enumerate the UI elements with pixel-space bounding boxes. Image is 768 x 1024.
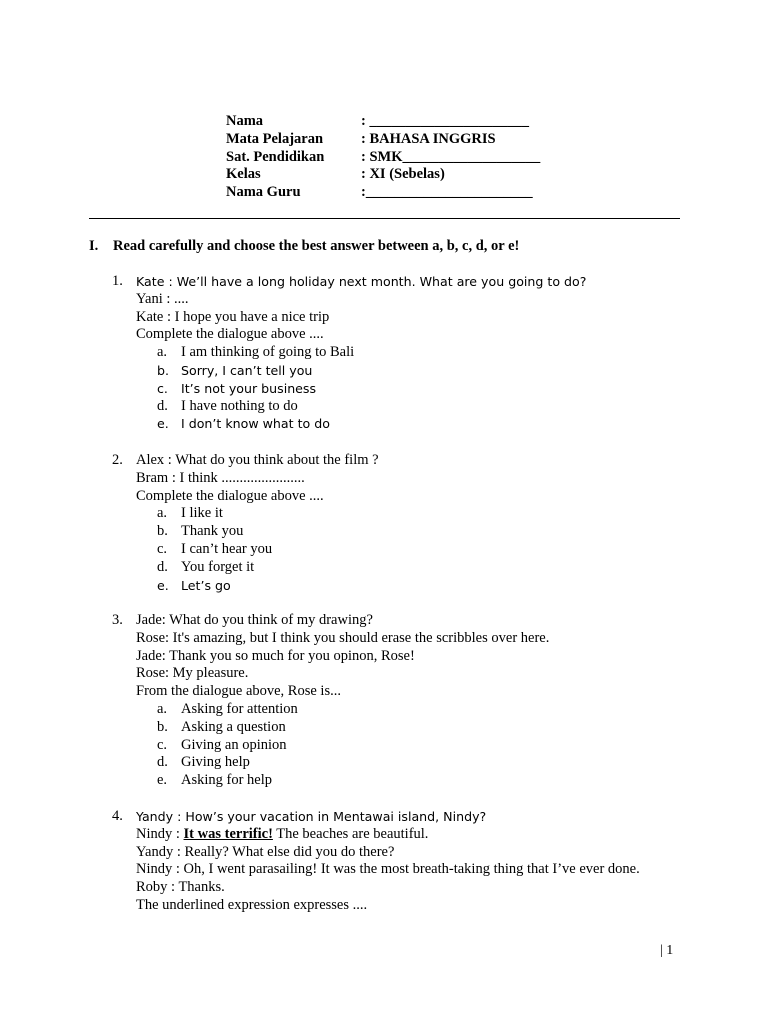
student-info-header <box>226 113 540 202</box>
option-text: It’s not your business <box>181 380 317 396</box>
info-label: Nama <box>226 113 264 129</box>
question-prompt: Complete the dialogue above .... <box>136 487 324 504</box>
answer-option[interactable] <box>157 737 549 755</box>
info-row-nama <box>226 113 540 131</box>
option-letter: a. <box>157 344 168 361</box>
answer-options <box>157 701 549 790</box>
info-label: Kelas <box>226 166 261 183</box>
option-letter: d. <box>157 558 168 575</box>
info-value: : BAHASA INGGRIS <box>361 130 496 147</box>
question-number: 2. <box>112 452 123 468</box>
option-text: Asking for attention <box>181 700 298 717</box>
dialogue-line: Rose: My pleasure. <box>136 665 249 682</box>
dialogue-line: Nindy : Oh, I went parasailing! It was the most breath-taking thing that I’ve ever done. <box>136 861 640 878</box>
info-label: Mata Pelajaran <box>226 130 324 147</box>
dialogue-line: Alex : What do you think about the film ? <box>136 452 379 468</box>
option-text: I am thinking of going to Bali <box>181 344 355 361</box>
answer-option[interactable] <box>157 344 586 362</box>
option-text: Thank you <box>181 523 244 540</box>
info-row-mata-pelajaran <box>226 131 540 149</box>
option-letter: b. <box>157 362 169 378</box>
option-letter: c. <box>157 736 168 753</box>
dialogue-line: Kate : We’ll have a long holiday next month. What are you going to do? <box>136 274 587 289</box>
answer-option[interactable] <box>157 541 379 559</box>
answer-option[interactable] <box>157 754 549 772</box>
question-number: 3. <box>112 612 123 628</box>
dialogue-line: Yandy : How’s your vacation in Mentawai island, Nindy? <box>136 809 487 824</box>
info-label: Nama Guru <box>226 184 301 201</box>
question-3 <box>112 612 549 790</box>
answer-option[interactable] <box>157 577 379 595</box>
dialogue-line: Jade: Thank you so much for you opinon, Rose! <box>136 647 415 664</box>
section-instruction <box>89 238 519 256</box>
answer-option[interactable] <box>157 523 379 541</box>
answer-option[interactable] <box>157 701 549 719</box>
option-text: I don’t know what to do <box>181 416 330 432</box>
option-text: You forget it <box>181 558 255 575</box>
option-text: Let’s go <box>181 577 231 593</box>
option-letter: b. <box>157 523 168 540</box>
dialogue-line: Roby : Thanks. <box>136 879 225 896</box>
question-2 <box>112 452 379 594</box>
dialogue-line: Kate : I hope you have a nice trip <box>136 308 330 325</box>
info-label: Sat. Pendidikan <box>226 148 325 165</box>
dialogue-text: The beaches are beautiful. <box>272 825 429 842</box>
instruction-text: Read carefully and choose the best answer between a, b, c, d, or e! <box>113 238 520 254</box>
question-number: 1. <box>112 273 123 289</box>
info-value: : SMK___________________ <box>361 148 541 165</box>
option-letter: e. <box>157 772 168 789</box>
answer-options <box>157 344 586 433</box>
answer-option[interactable] <box>157 415 586 433</box>
dialogue-line: Bram : I think ....................... <box>136 469 305 486</box>
option-text: Giving help <box>181 754 250 771</box>
option-letter: d. <box>157 754 168 771</box>
option-letter: c. <box>157 540 168 557</box>
speaker-prefix: Nindy : <box>136 825 184 842</box>
dialogue-line: Yani : .... <box>136 290 189 307</box>
answer-option[interactable] <box>157 380 586 398</box>
page-number: | 1 <box>660 943 674 958</box>
info-row-kelas <box>226 166 540 184</box>
option-text: Asking a question <box>181 718 286 735</box>
option-letter: d. <box>157 397 168 414</box>
option-letter: a. <box>157 700 168 717</box>
option-letter: c. <box>157 380 168 396</box>
option-text: I have nothing to do <box>181 397 298 414</box>
info-value: :_______________________ <box>361 184 533 201</box>
dialogue-line: Jade: What do you think of my drawing? <box>136 612 373 628</box>
dialogue-line: Yandy : Really? What else did you do there? <box>136 843 395 860</box>
option-letter: b. <box>157 718 168 735</box>
answer-option[interactable] <box>157 559 379 577</box>
option-letter: a. <box>157 505 168 522</box>
option-text: Giving an opinion <box>181 736 287 753</box>
option-text: Sorry, I can’t tell you <box>181 362 313 378</box>
answer-option[interactable] <box>157 362 586 380</box>
answer-options <box>157 505 379 594</box>
info-value: : XI (Sebelas) <box>361 166 445 183</box>
info-value: : ______________________ <box>361 113 529 129</box>
info-row-nama-guru <box>226 184 540 202</box>
option-letter: e. <box>157 577 169 593</box>
answer-option[interactable] <box>157 772 549 790</box>
question-prompt: The underlined expression expresses .... <box>136 896 368 913</box>
dialogue-line <box>136 826 640 844</box>
option-letter: e. <box>157 416 169 432</box>
info-row-sat-pendidikan <box>226 149 540 167</box>
question-1 <box>112 273 586 433</box>
question-prompt: From the dialogue above, Rose is... <box>136 683 341 700</box>
horizontal-divider <box>89 218 680 219</box>
option-text: I like it <box>181 505 223 522</box>
answer-option[interactable] <box>157 398 586 416</box>
question-number: 4. <box>112 808 123 824</box>
question-prompt: Complete the dialogue above .... <box>136 326 324 343</box>
section-number: I. <box>89 238 99 254</box>
underlined-expression: It was terrific! <box>183 825 273 842</box>
option-text: I can’t hear you <box>181 540 273 557</box>
dialogue-line: Rose: It's amazing, but I think you should erase the scribbles over here. <box>136 629 550 646</box>
question-4 <box>112 808 640 915</box>
option-text: Asking for help <box>181 772 273 789</box>
answer-option[interactable] <box>157 505 379 523</box>
answer-option[interactable] <box>157 719 549 737</box>
